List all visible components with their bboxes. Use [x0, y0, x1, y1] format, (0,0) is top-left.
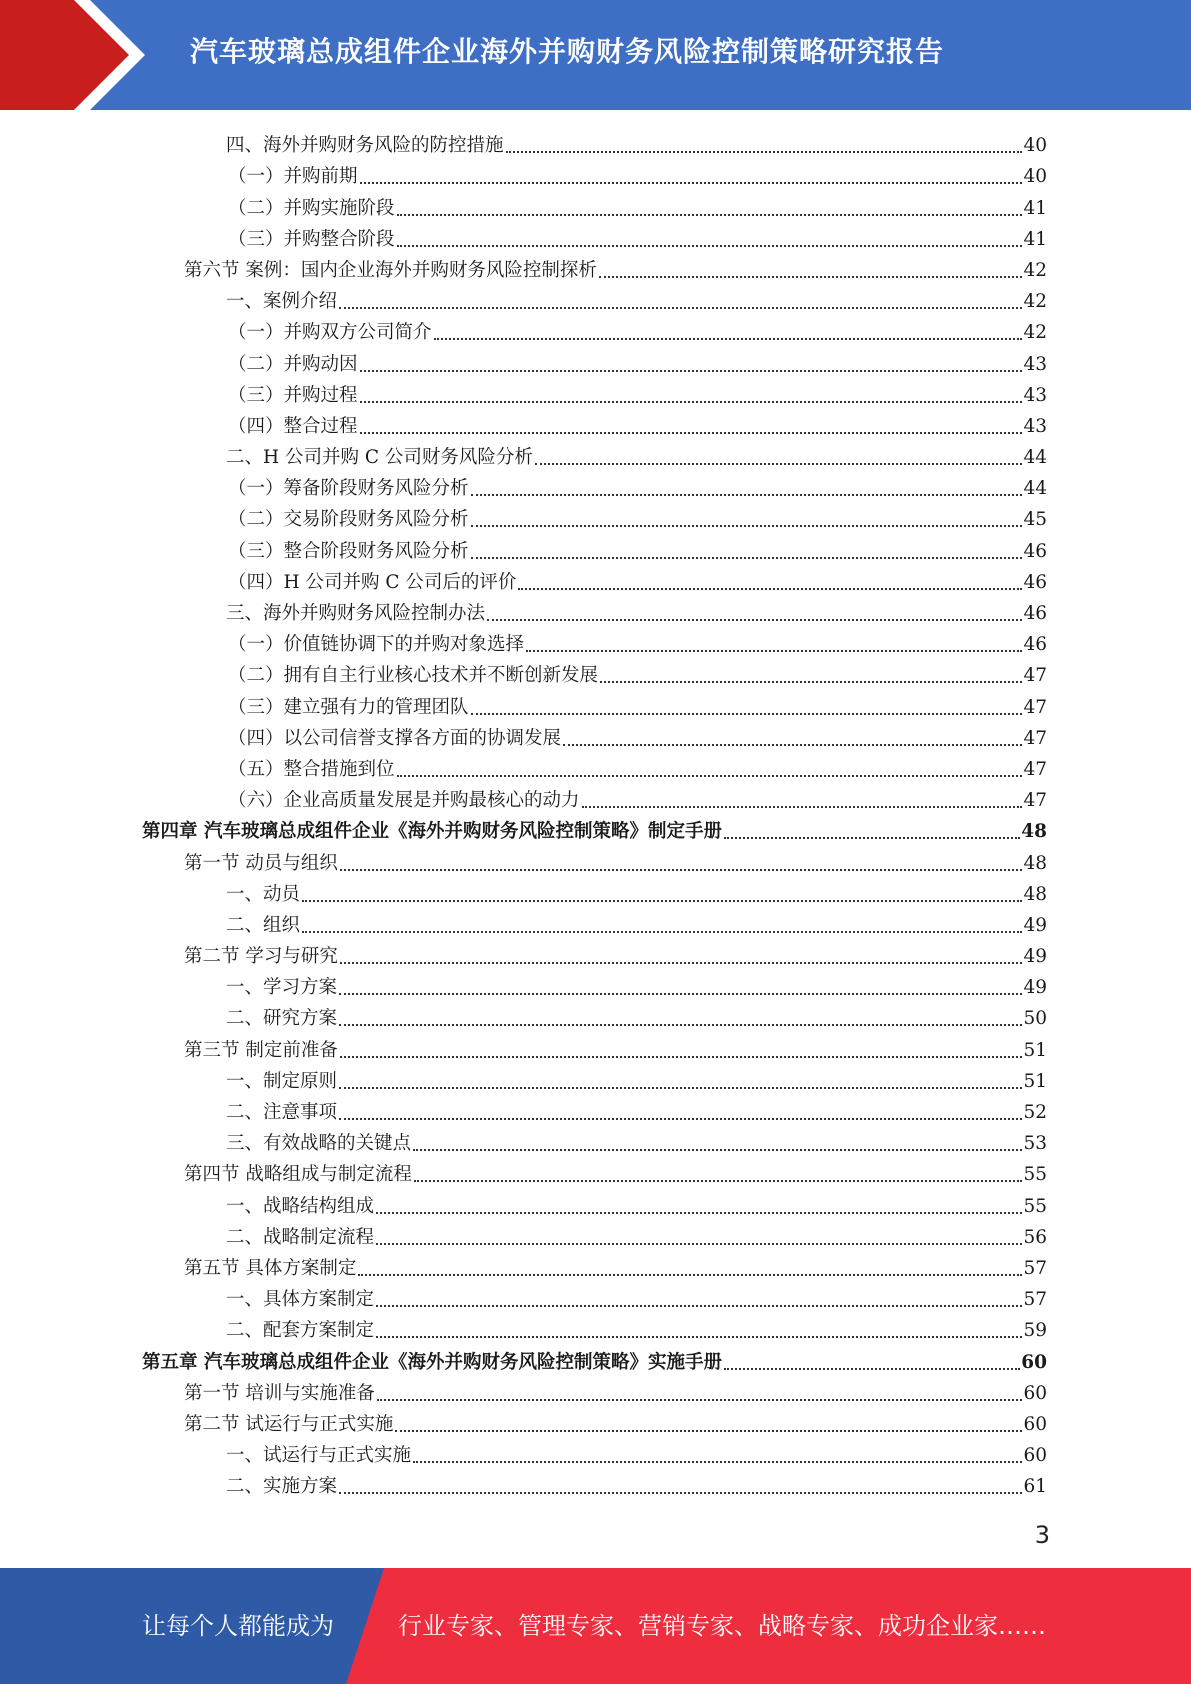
- toc-entry-title: （二）交易阶段财务风险分析: [228, 509, 469, 531]
- toc-entry-page: 47: [1023, 665, 1047, 687]
- toc-entry[interactable]: [0, 565, 1191, 596]
- toc-dot-leader: [339, 307, 1022, 309]
- toc-entry[interactable]: [0, 627, 1191, 658]
- toc-entry-page: 49: [1023, 977, 1047, 999]
- toc-entry-title: 一、学习方案: [226, 977, 338, 999]
- toc-entry-page: 57: [1023, 1289, 1047, 1311]
- toc-entry-title: （一）并购双方公司简介: [228, 322, 432, 344]
- toc-dot-leader: [413, 1149, 1022, 1151]
- toc-entry[interactable]: [0, 814, 1191, 845]
- toc-entry-page: 55: [1023, 1164, 1047, 1186]
- toc-entry-title: 第三节 制定前准备: [184, 1039, 338, 1061]
- toc-entry-page: 41: [1023, 228, 1047, 250]
- toc-entry-title: （二）拥有自主行业核心技术并不断创新发展: [228, 665, 599, 687]
- toc-entry[interactable]: [0, 1469, 1191, 1500]
- toc-entry-title: （三）并购过程: [228, 384, 358, 406]
- toc-entry-page: 46: [1023, 571, 1047, 593]
- toc-entry-page: 43: [1023, 353, 1047, 375]
- toc-entry-title: （五）整合措施到位: [228, 758, 395, 780]
- toc-dot-leader: [471, 525, 1023, 527]
- toc-entry-title: （二）并购动因: [228, 353, 358, 375]
- toc-entry[interactable]: [0, 908, 1191, 939]
- toc-entry-title: 一、案例介绍: [226, 291, 338, 313]
- toc-entry[interactable]: [0, 1095, 1191, 1126]
- toc-dot-leader: [376, 1212, 1022, 1214]
- table-of-contents: [0, 128, 1191, 1500]
- toc-entry[interactable]: [0, 1188, 1191, 1219]
- toc-entry-page: 40: [1023, 135, 1047, 157]
- toc-entry-title: （四）整合过程: [228, 415, 358, 437]
- toc-dot-leader: [397, 214, 1023, 216]
- toc-entry[interactable]: [0, 970, 1191, 1001]
- toc-dot-leader: [302, 900, 1022, 902]
- toc-dot-leader: [360, 401, 1023, 403]
- toc-dot-leader: [340, 962, 1023, 964]
- toc-entry-title: 第四节 战略组成与制定流程: [184, 1164, 412, 1186]
- header-arrow-decoration: [0, 0, 150, 110]
- toc-entry-page: 59: [1023, 1320, 1047, 1342]
- toc-entry[interactable]: [0, 1032, 1191, 1063]
- toc-entry[interactable]: [0, 315, 1191, 346]
- toc-entry-page: 48: [1023, 852, 1047, 874]
- toc-entry-page: 40: [1023, 166, 1047, 188]
- toc-entry-page: 41: [1023, 197, 1047, 219]
- toc-dot-leader: [471, 713, 1023, 715]
- toc-entry-title: （四）以公司信誉支撑各方面的协调发展: [228, 727, 562, 749]
- toc-entry-page: 56: [1023, 1226, 1047, 1248]
- toc-dot-leader: [340, 869, 1023, 871]
- toc-entry[interactable]: [0, 1313, 1191, 1344]
- toc-dot-leader: [339, 1492, 1022, 1494]
- toc-dot-leader: [397, 775, 1023, 777]
- toc-entry[interactable]: [0, 440, 1191, 471]
- toc-dot-leader: [360, 432, 1023, 434]
- toc-dot-leader: [471, 557, 1023, 559]
- toc-dot-leader: [506, 151, 1023, 153]
- toc-entry-page: 43: [1023, 384, 1047, 406]
- toc-entry-title: 第一节 培训与实施准备: [184, 1382, 375, 1404]
- toc-entry-title: 二、组织: [226, 914, 301, 936]
- toc-entry[interactable]: [0, 346, 1191, 377]
- toc-entry-title: （一）并购前期: [228, 166, 358, 188]
- toc-entry[interactable]: [0, 939, 1191, 970]
- toc-entry-title: （六）企业高质量发展是并购最核心的动力: [228, 790, 580, 812]
- toc-dot-leader: [471, 494, 1023, 496]
- toc-entry[interactable]: [0, 1407, 1191, 1438]
- page-header: [0, 0, 1191, 110]
- toc-dot-leader: [414, 1180, 1023, 1182]
- toc-dot-leader: [563, 744, 1022, 746]
- toc-entry-title: 三、有效战略的关键点: [226, 1133, 412, 1155]
- toc-entry-page: 47: [1023, 727, 1047, 749]
- toc-entry-title: （一）价值链协调下的并购对象选择: [228, 634, 525, 656]
- toc-entry-page: 60: [1023, 1413, 1047, 1435]
- toc-entry-title: （四）H 公司并购 C 公司后的评价: [228, 571, 517, 593]
- toc-entry[interactable]: [0, 378, 1191, 409]
- toc-dot-leader: [518, 588, 1022, 590]
- toc-entry-page: 51: [1023, 1039, 1047, 1061]
- toc-dot-leader: [376, 1243, 1022, 1245]
- toc-entry[interactable]: [0, 409, 1191, 440]
- toc-dot-leader: [434, 338, 1023, 340]
- toc-entry-page: 47: [1023, 696, 1047, 718]
- toc-entry-page: 49: [1023, 914, 1047, 936]
- toc-dot-leader: [413, 1461, 1022, 1463]
- toc-entry-title: （三）建立强有力的管理团队: [228, 696, 469, 718]
- toc-dot-leader: [377, 1399, 1023, 1401]
- toc-entry[interactable]: [0, 1251, 1191, 1282]
- toc-entry[interactable]: [0, 658, 1191, 689]
- toc-entry-title: 二、配套方案制定: [226, 1320, 375, 1342]
- toc-entry-page: 60: [1021, 1351, 1047, 1373]
- toc-entry-title: （二）并购实施阶段: [228, 197, 395, 219]
- page-footer: [0, 1568, 1191, 1684]
- footer-tagline: 行业专家、管理专家、营销专家、战略专家、成功企业家……: [398, 1612, 1046, 1640]
- toc-entry-title: 二、注意事项: [226, 1102, 338, 1123]
- toc-entry[interactable]: [0, 1438, 1191, 1469]
- toc-entry-title: 第六节 案例：国内企业海外并购财务风险控制探析: [184, 259, 597, 281]
- toc-entry-page: 60: [1023, 1445, 1047, 1467]
- toc-entry-page: 53: [1023, 1133, 1047, 1155]
- toc-entry-page: 44: [1023, 447, 1047, 469]
- toc-dot-leader: [599, 276, 1023, 278]
- toc-entry[interactable]: [0, 1001, 1191, 1032]
- toc-entry[interactable]: [0, 845, 1191, 876]
- toc-entry[interactable]: [0, 1064, 1191, 1095]
- toc-entry[interactable]: [0, 471, 1191, 502]
- toc-dot-leader: [724, 1368, 1020, 1370]
- toc-entry-title: 一、制定原则: [226, 1070, 338, 1092]
- toc-dot-leader: [339, 1024, 1022, 1026]
- toc-entry-title: 二、战略制定流程: [226, 1226, 375, 1248]
- toc-entry-page: 46: [1023, 603, 1047, 624]
- toc-entry-title: （一）筹备阶段财务风险分析: [228, 478, 469, 500]
- toc-entry-title: 二、研究方案: [226, 1008, 338, 1030]
- toc-entry-title: 一、试运行与正式实施: [226, 1445, 412, 1467]
- toc-entry[interactable]: [0, 1126, 1191, 1157]
- toc-entry-title: 一、动员: [226, 883, 301, 905]
- toc-entry-page: 42: [1023, 291, 1047, 313]
- toc-dot-leader: [339, 993, 1022, 995]
- toc-dot-leader: [397, 245, 1023, 247]
- toc-dot-leader: [302, 931, 1022, 933]
- document-title: 汽车玻璃总成组件企业海外并购财务风险控制策略研究报告: [190, 35, 945, 68]
- footer-slogan: 让每个人都能成为: [142, 1612, 334, 1640]
- toc-entry-title: （三）并购整合阶段: [228, 228, 395, 250]
- page-number: 3: [1034, 1521, 1050, 1549]
- toc-entry[interactable]: [0, 253, 1191, 284]
- toc-dot-leader: [376, 1336, 1022, 1338]
- toc-entry-title: 二、H 公司并购 C 公司财务风险分析: [226, 447, 533, 469]
- toc-entry-page: 47: [1023, 758, 1047, 780]
- toc-entry-title: 第四章 汽车玻璃总成组件企业《海外并购财务风险控制策略》制定手册: [142, 821, 722, 843]
- toc-entry[interactable]: [0, 502, 1191, 533]
- toc-entry[interactable]: [0, 1220, 1191, 1251]
- toc-entry-page: 57: [1023, 1257, 1047, 1279]
- toc-entry-title: 二、实施方案: [226, 1476, 338, 1498]
- toc-dot-leader: [395, 1430, 1022, 1432]
- toc-entry-page: 48: [1023, 883, 1047, 905]
- toc-entry-page: 46: [1023, 634, 1047, 656]
- toc-entry[interactable]: [0, 128, 1191, 159]
- toc-dot-leader: [340, 1056, 1023, 1058]
- toc-dot-leader: [339, 1118, 1022, 1120]
- toc-entry-title: （三）整合阶段财务风险分析: [228, 540, 469, 562]
- toc-dot-leader: [360, 182, 1023, 184]
- toc-entry-title: 一、具体方案制定: [226, 1289, 375, 1311]
- toc-entry[interactable]: [0, 752, 1191, 783]
- toc-entry-page: 42: [1023, 322, 1047, 344]
- toc-entry-page: 48: [1021, 821, 1047, 843]
- toc-entry[interactable]: [0, 222, 1191, 253]
- toc-dot-leader: [582, 806, 1023, 808]
- toc-dot-leader: [487, 619, 1022, 621]
- toc-dot-leader: [600, 681, 1022, 683]
- toc-entry-page: 61: [1023, 1476, 1047, 1498]
- toc-entry-page: 45: [1023, 509, 1047, 531]
- toc-entry-page: 49: [1023, 946, 1047, 968]
- toc-entry[interactable]: [0, 877, 1191, 908]
- toc-entry-title: 第五节 具体方案制定: [184, 1257, 357, 1279]
- toc-entry-title: 四、海外并购财务风险的防控措施: [226, 135, 504, 157]
- toc-entry[interactable]: [0, 596, 1191, 627]
- toc-entry-page: 55: [1023, 1195, 1047, 1217]
- toc-entry-page: 52: [1023, 1102, 1047, 1123]
- toc-entry-page: 46: [1023, 540, 1047, 562]
- toc-entry-title: 第二节 学习与研究: [184, 946, 338, 968]
- toc-entry[interactable]: [0, 1344, 1191, 1375]
- toc-entry-title: 第五章 汽车玻璃总成组件企业《海外并购财务风险控制策略》实施手册: [142, 1351, 722, 1373]
- toc-dot-leader: [724, 837, 1020, 839]
- toc-entry-title: 第一节 动员与组织: [184, 852, 338, 874]
- toc-entry[interactable]: [0, 721, 1191, 752]
- toc-entry[interactable]: [0, 190, 1191, 221]
- toc-entry-title: 一、战略结构组成: [226, 1195, 375, 1217]
- toc-entry[interactable]: [0, 1282, 1191, 1313]
- toc-dot-leader: [358, 1274, 1022, 1276]
- toc-entry-page: 60: [1023, 1382, 1047, 1404]
- toc-entry[interactable]: [0, 689, 1191, 720]
- toc-entry[interactable]: [0, 783, 1191, 814]
- toc-entry-title: 第二节 试运行与正式实施: [184, 1413, 394, 1435]
- toc-entry[interactable]: [0, 1157, 1191, 1188]
- toc-dot-leader: [535, 463, 1023, 465]
- toc-entry[interactable]: [0, 159, 1191, 190]
- toc-entry-page: 43: [1023, 415, 1047, 437]
- toc-entry-page: 50: [1023, 1008, 1047, 1030]
- toc-entry-page: 47: [1023, 790, 1047, 812]
- toc-entry-title: 三、海外并购财务风险控制办法: [226, 603, 486, 624]
- toc-dot-leader: [360, 370, 1023, 372]
- toc-dot-leader: [526, 650, 1022, 652]
- toc-entry[interactable]: [0, 284, 1191, 315]
- toc-entry-page: 51: [1023, 1070, 1047, 1092]
- toc-entry-page: 42: [1023, 259, 1047, 281]
- toc-entry-page: 44: [1023, 478, 1047, 500]
- toc-entry[interactable]: [0, 1376, 1191, 1407]
- toc-entry[interactable]: [0, 533, 1191, 564]
- toc-dot-leader: [339, 1087, 1022, 1089]
- toc-dot-leader: [376, 1305, 1022, 1307]
